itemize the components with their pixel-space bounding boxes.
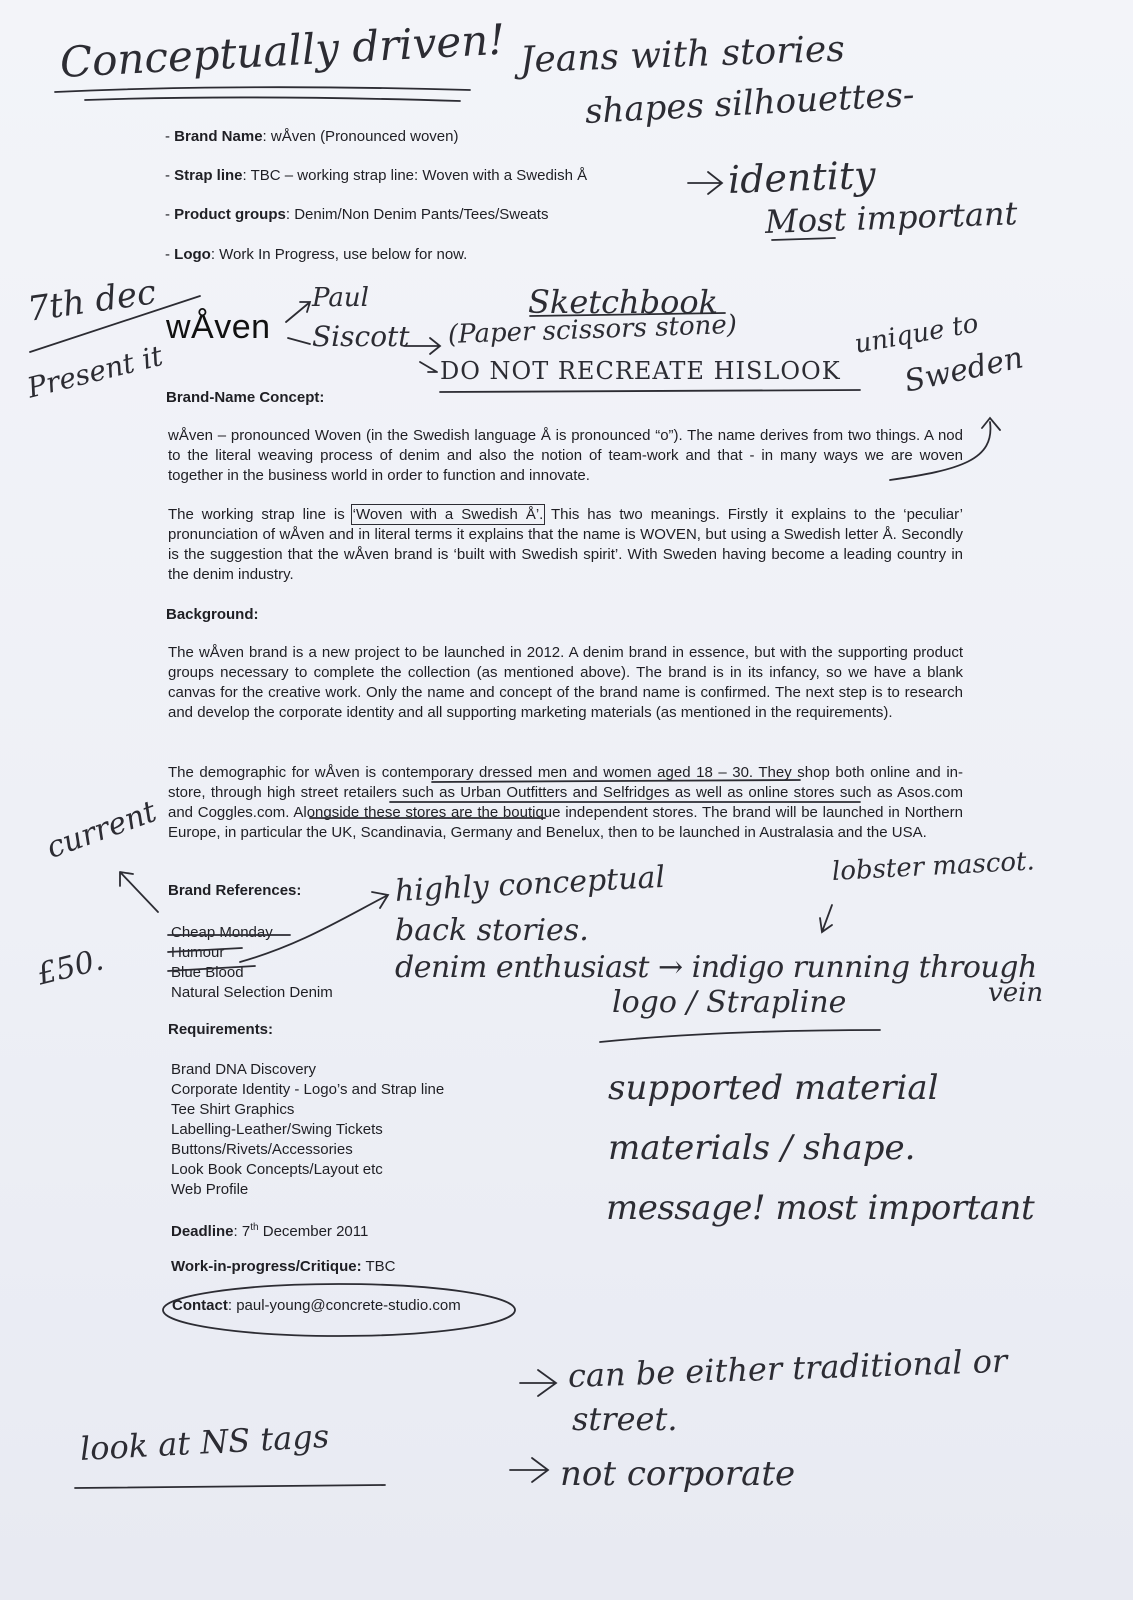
arrow-traditional [520,1370,556,1396]
note-vein: vein [988,978,1044,1008]
note-logo-strapline: logo / Strapline [612,985,847,1020]
note-siscott: Siscott [312,320,410,353]
list-item: Humour [171,944,225,961]
arrow-up-to-current [120,872,158,912]
requirements-heading: Requirements: [168,1021,274,1038]
note-not-corporate: not corporate [560,1454,796,1494]
brand-logo: wÅven [166,308,271,346]
strap-line-line: - Strap line: TBC – working strap line: Woven with a Swedish Å [165,167,588,184]
note-back-stories: back stories. [395,913,589,948]
list-item: Labelling-Leather/Swing Tickets [171,1121,383,1138]
arrow-to-identity [688,172,722,194]
arrow-to-siscott [288,338,310,344]
note-supported-material: supported material [608,1068,939,1108]
background-paragraph-1: The wÅven brand is a new project to be launched in 2012. A denim brand in essence, but with the supporting product groups necessary to complete the collection (as mentioned above). The brand is in its infancy, so we have a blank canvas for the creative work. Only the name and concept of the brand name is confirmed. The next step is to research and develop the corporate identity and all supporting marketing materials (as mentioned in the requirements). [168,644,963,721]
background-heading: Background: [166,606,259,623]
logo-line: - Logo: Work In Progress, use below for now. [165,246,468,263]
list-item: Look Book Concepts/Layout etc [171,1161,383,1178]
note-message-most-important: message! most important [606,1188,1035,1228]
references-heading: Brand References: [168,882,302,899]
note-lobster-mascot: lobster mascot. [831,846,1036,887]
arrow-not-corporate [510,1458,548,1482]
note-street: street. [572,1400,678,1438]
note-conceptually-driven: Conceptually driven! [58,14,507,87]
note-current: current [42,794,162,866]
note-shapes-silhouettes: shapes silhouettes- [583,74,916,132]
concept-paragraph-1: wÅven – pronounced Woven (in the Swedish language Å is pronounced “o”). The name derives from two things. A nod to the literal weaving process of denim and also the notion of team-work and that - in many ways we are woven together in the business world in order to function and innovate. [168,427,963,484]
underline-conceptually-driven [55,87,470,92]
concept-heading: Brand-Name Concept: [166,389,325,406]
note-most-important: Most important [764,194,1019,241]
underline-logo-strapline [600,1030,880,1042]
underline-conceptually-driven-2 [85,97,460,101]
note-identity: identity [727,152,877,202]
note-fifty-pounds: £50. [33,942,108,993]
list-item: Blue Blood [171,964,244,981]
note-jeans-with-stories: Jeans with stories [519,28,846,81]
arrow-to-do-not [420,362,437,372]
note-paper-scissors-stone: (Paper scissors stone) [447,309,738,350]
note-denim-enthusiast: denim enthusiast → indigo running through [395,950,1037,985]
underline-do-not [440,390,860,392]
arrow-to-paul [286,302,310,322]
note-present-it: Present it [24,339,167,405]
list-item: Buttons/Rivets/Accessories [171,1141,353,1158]
list-item: Corporate Identity - Logo’s and Strap line [171,1081,445,1098]
note-traditional-or-street: can be either traditional or [567,1341,1008,1395]
note-look-at-ns-tags: look at NS tags [79,1416,331,1468]
note-paul: Paul [312,283,369,313]
references-list [171,923,333,1003]
arrow-to-lobster [820,905,832,932]
note-do-not-recreate: DO NOT RECREATE HISLOOK [440,357,841,385]
note-sweden: Sweden [901,340,1027,400]
brand-name-line: - Brand Name: wÅven (Pronounced woven) [165,128,459,145]
note-highly-conceptual: highly conceptual [394,859,666,909]
list-item: Natural Selection Denim [171,984,333,1001]
boxed-strapline: ‘Woven with a Swedish Å’. [352,506,544,523]
list-item: Cheap Monday [171,924,273,941]
list-item: Tee Shirt Graphics [171,1101,295,1118]
requirements-list [171,1060,444,1200]
critique-line: Work-in-progress/Critique: TBC [171,1258,396,1275]
concept-paragraph-2: The working strap line is ‘Woven with a Swedish Å’. This has two meanings. Firstly it explains to the ‘peculiar’ pronunciation of wÅven and in literal terms it explains that the name is WOVEN, but using a Swedish letter Å. Secondly is the suggestion that the wÅven brand is ‘built with Swedish spirit’. With Sweden having become a leading country in the denim industry. [168,506,963,583]
contact-line: Contact: paul-young@concrete-studio.com [172,1297,461,1314]
product-groups-line: - Product groups: Denim/Non Denim Pants/Tees/Sweats [165,206,549,223]
note-materials-shape: materials / shape. [608,1128,916,1168]
note-7th-dec: 7th dec [25,272,159,330]
underline-ns-tags [75,1485,385,1488]
background-paragraph-2: The demographic for wÅven is contemporary dressed men and women aged 18 – 30. They shop both online and in-store, through high street retailers such as Urban Outfitters and Selfridges as well as online stores such as Asos.com and Coggles.com. Alongside these stores are the boutique independent stores. The brand will be launched in Northern Europe, in particular the UK, Scandinavia, Germany and Benelux, then to be launched in Australasia and the USA. [168,764,963,841]
note-sketchbook: Sketchbook [528,283,719,321]
deadline-line: Deadline: 7th December 2011 [171,1222,369,1240]
list-item: Web Profile [171,1181,249,1198]
note-unique-to: unique to [852,308,981,360]
list-item: Brand DNA Discovery [171,1061,317,1078]
